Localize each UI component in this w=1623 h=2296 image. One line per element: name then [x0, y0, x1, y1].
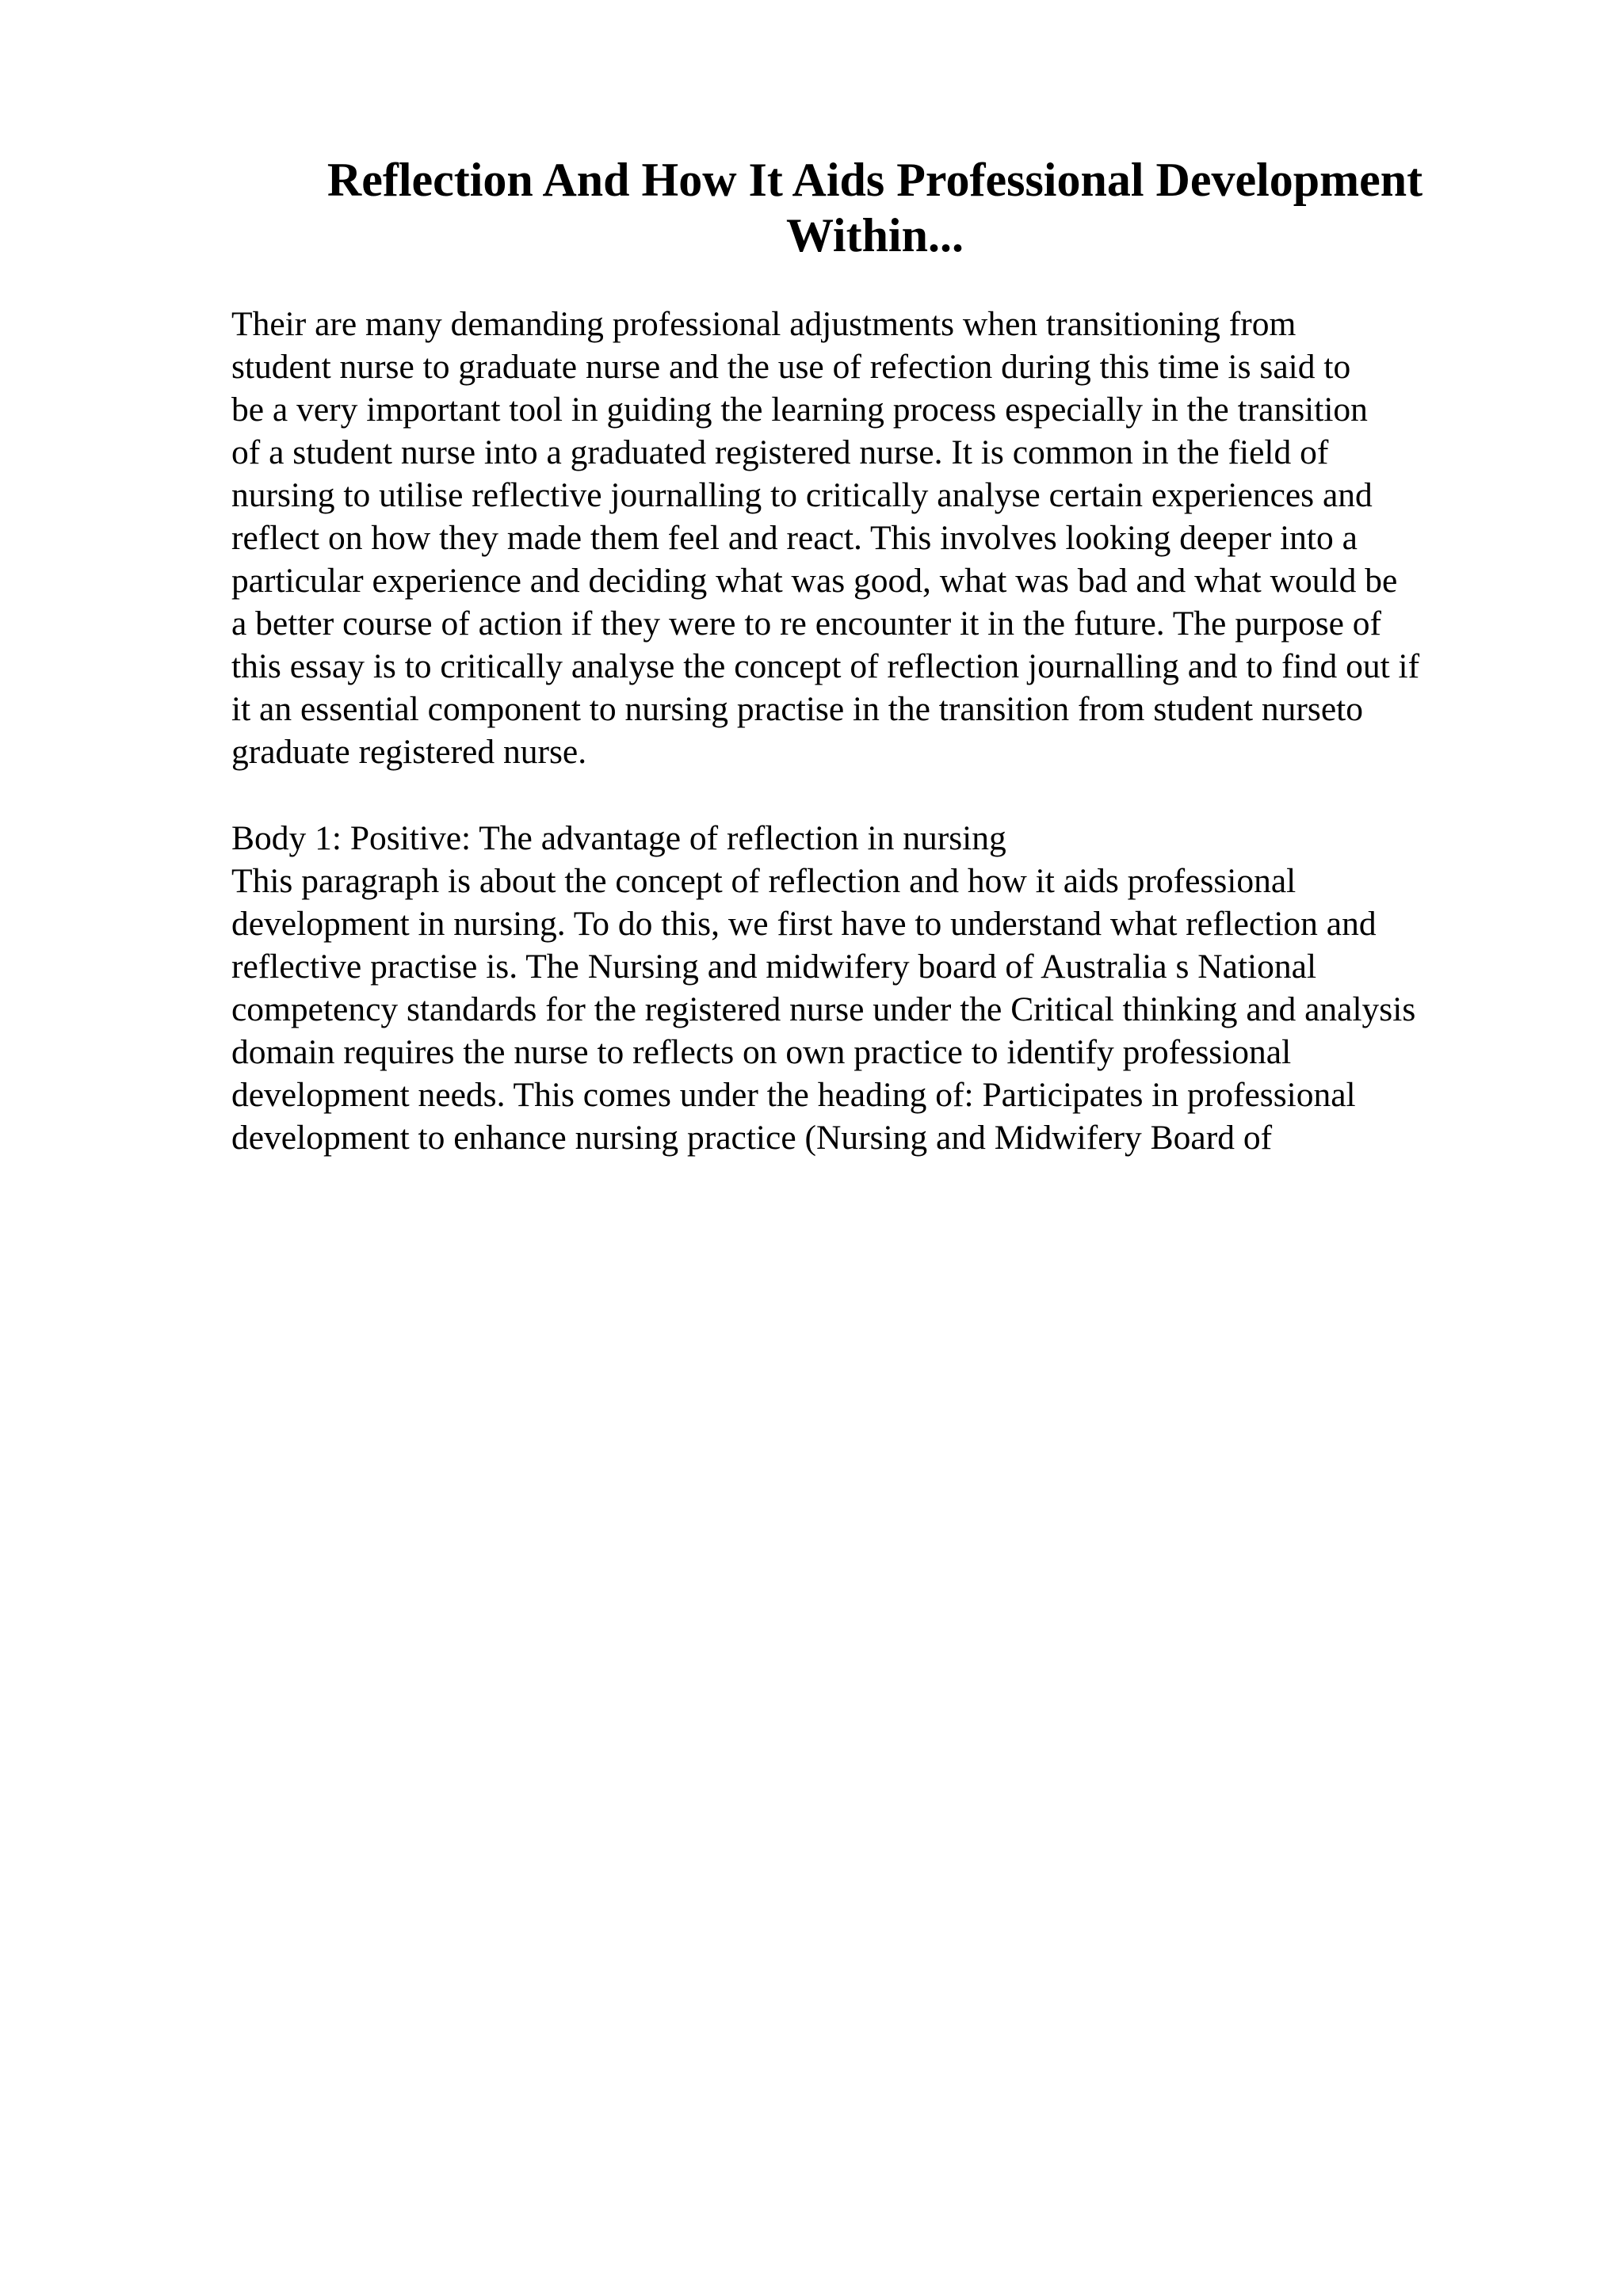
text-line: reflect on how they made them feel and react. This involves looking deeper into a: [231, 519, 1358, 557]
text-line: this essay is to critically analyse the concept of reflection journalling and to find out if: [231, 647, 1420, 685]
text-line: reflective practise is. The Nursing and midwifery board of Australia s National: [231, 948, 1317, 986]
text-line: graduate registered nurse.: [231, 733, 587, 771]
text-line: development in nursing. To do this, we first have to understand what reflection and: [231, 905, 1377, 943]
text-line: nursing to utilise reflective journalling to critically analyse certain experiences and: [231, 476, 1373, 514]
text-line: competency standards for the registered nurse under the Critical thinking and analysis: [231, 990, 1416, 1028]
text-line: development to enhance nursing practice (Nursing and Midwifery Board of: [231, 1119, 1273, 1157]
body1-heading: Body 1: Positive: The advantage of reflection in nursing: [231, 819, 1006, 857]
text-line: be a very important tool in guiding the learning process especially in the transition: [231, 391, 1368, 429]
text-line: This paragraph is about the concept of reflection and how it aids professional: [231, 862, 1296, 900]
body1-section: [231, 817, 1594, 1159]
text-line: particular experience and deciding what was good, what was bad and what would be: [231, 562, 1398, 600]
text-line: student nurse to graduate nurse and the use of refection during this time is said to: [231, 348, 1351, 386]
title-line: Within...: [786, 209, 964, 261]
intro-paragraph: [231, 303, 1594, 773]
text-line: domain requires the nurse to reflects on own practice to identify professional: [231, 1033, 1292, 1071]
title-line: Reflection And How It Aids Professional Development: [327, 154, 1423, 206]
text-line: a better course of action if they were to re encounter it in the future. The purpose of: [231, 605, 1382, 643]
text-line: of a student nurse into a graduated registered nurse. It is common in the field of: [231, 433, 1329, 471]
document-title: [231, 152, 1518, 263]
text-line: development needs. This comes under the heading of: Participates in professional: [231, 1076, 1356, 1114]
text-line: it an essential component to nursing practise in the transition from student nurseto: [231, 690, 1363, 728]
text-line: Their are many demanding professional adjustments when transitioning from: [231, 305, 1296, 343]
